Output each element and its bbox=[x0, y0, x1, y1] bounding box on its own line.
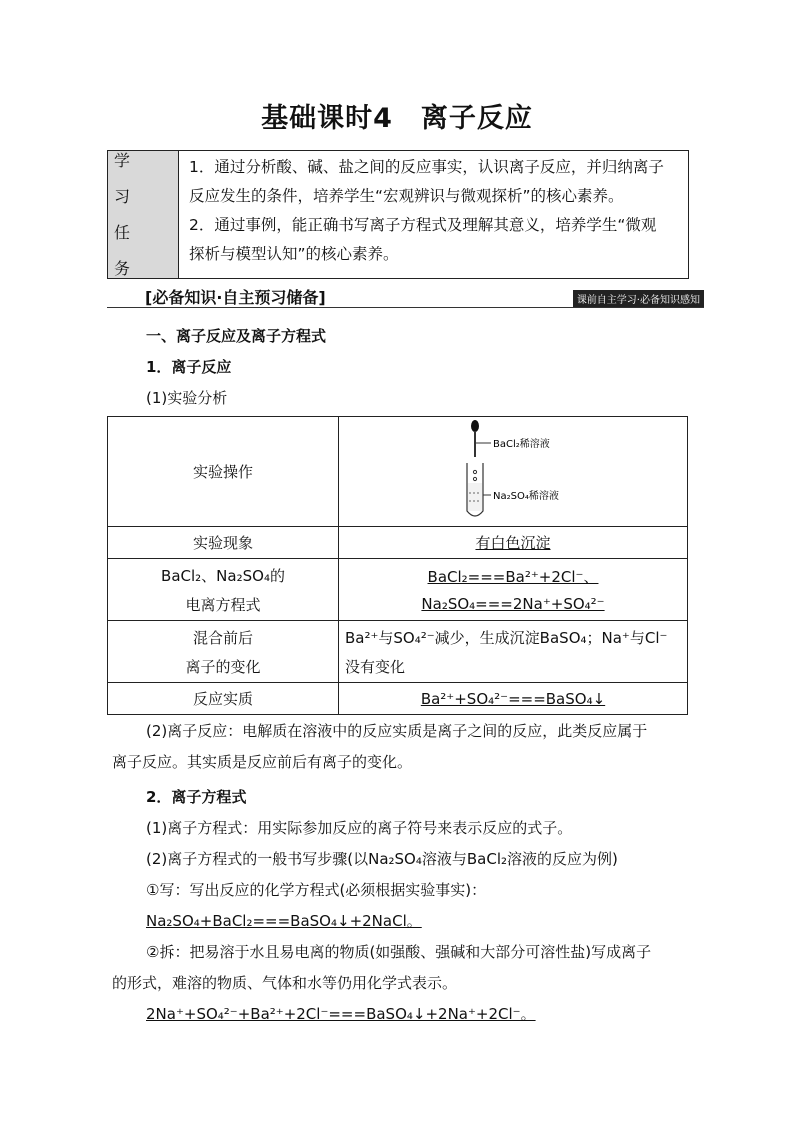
row-phenomenon-label: 实验现象 bbox=[108, 527, 339, 559]
task-label bbox=[108, 151, 179, 278]
row-phenomenon-value: 有白色沉淀 bbox=[339, 527, 688, 559]
ionization-label-a: BaCl₂、Na₂SO₄的 bbox=[161, 566, 285, 585]
line-steps: (2)离子方程式的一般书写步骤(以Na₂SO₄溶液与BaCl₂溶液的反应为例) bbox=[146, 850, 618, 868]
line-equation-2: 2Na⁺+SO₄²⁻+Ba²⁺+2Cl⁻===BaSO₄↓+2Na⁺+2Cl⁻。 bbox=[146, 1005, 536, 1023]
section-header bbox=[107, 283, 704, 308]
section-title: [必备知识·自主预习储备] bbox=[145, 288, 326, 307]
ion-change-label-b: 离子的变化 bbox=[185, 657, 261, 676]
ionization-label-b: 电离方程式 bbox=[185, 595, 261, 614]
line-equation-1: Na₂SO₄+BaCl₂===BaSO₄↓+2NaCl。 bbox=[146, 912, 422, 930]
task-label-line1: 学 习 bbox=[114, 150, 141, 206]
ionization-eq-a: BaCl₂===Ba²⁺+2Cl⁻、 bbox=[427, 568, 599, 586]
task-text bbox=[179, 151, 688, 278]
line-definition: (1)离子方程式：用实际参加反应的离子符号来表示反应的式子。 bbox=[146, 819, 573, 837]
task-label-line2: 任 务 bbox=[114, 222, 141, 278]
test-tube-diagram bbox=[413, 417, 613, 522]
experiment-diagram-cell bbox=[339, 417, 688, 527]
ion-change-label-a: 混合前后 bbox=[192, 628, 253, 647]
ion-change-b: 没有变化 bbox=[345, 657, 406, 676]
row-essence-value: Ba²⁺+SO₄²⁻===BaSO₄↓ bbox=[339, 683, 688, 715]
row-ion-change-value bbox=[339, 621, 688, 683]
row-essence-label: 反应实质 bbox=[108, 683, 339, 715]
row-ionization-value bbox=[339, 559, 688, 621]
para1-line-a: (2)离子反应：电解质在溶液中的反应实质是离子之间的反应，此类反应属于 bbox=[146, 722, 648, 740]
line-split: ②拆：把易溶于水且易电离的物质(如强酸、强碱和大部分可溶性盐)写成离子 bbox=[146, 943, 652, 961]
learning-task-box bbox=[107, 150, 689, 279]
heading-ion-equation: 2．离子方程式 bbox=[146, 788, 247, 806]
ion-change-a: Ba²⁺与SO₄²⁻减少，生成沉淀BaSO₄；Na⁺与Cl⁻ bbox=[345, 628, 668, 647]
tube-label: Na₂SO₄稀溶液 bbox=[493, 491, 559, 502]
para1-line-b: 离子反应。其实质是反应前后有离子的变化。 bbox=[112, 753, 413, 771]
subheading-experiment: (1)实验分析 bbox=[146, 389, 228, 407]
row-ion-change-label bbox=[108, 621, 339, 683]
line-write: ①写：写出反应的化学方程式(必须根据实验事实)： bbox=[146, 881, 487, 899]
paragraph-ion-reaction bbox=[112, 716, 687, 778]
row-ionization-label bbox=[108, 559, 339, 621]
task-line-3: 2．通过事例，能正确书写离子方程式及理解其意义，培养学生“微观 bbox=[189, 216, 657, 234]
experiment-table bbox=[107, 416, 688, 715]
row-operation-label: 实验操作 bbox=[108, 417, 339, 527]
task-line-2: 反应发生的条件，培养学生“宏观辨识与微观探析”的核心素养。 bbox=[189, 187, 624, 205]
dropper-label: BaCl₂稀溶液 bbox=[493, 439, 550, 450]
task-line-4: 探析与模型认知”的核心素养。 bbox=[189, 245, 399, 263]
ionization-eq-b: Na₂SO₄===2Na⁺+SO₄²⁻ bbox=[421, 595, 605, 613]
task-line-1: 1．通过分析酸、碱、盐之间的反应事实，认识离子反应，并归纳离子 bbox=[189, 158, 664, 176]
section-tag: 课前自主学习·必备知识感知 bbox=[573, 290, 704, 307]
heading-ion-reaction: 1．离子反应 bbox=[146, 358, 232, 376]
page-title: 基础课时4 离子反应 bbox=[261, 103, 533, 134]
heading-ion-reaction-equation: 一、离子反应及离子方程式 bbox=[146, 327, 327, 345]
line-split-cont: 的形式，难溶的物质、气体和水等仍用化学式表示。 bbox=[112, 974, 458, 992]
